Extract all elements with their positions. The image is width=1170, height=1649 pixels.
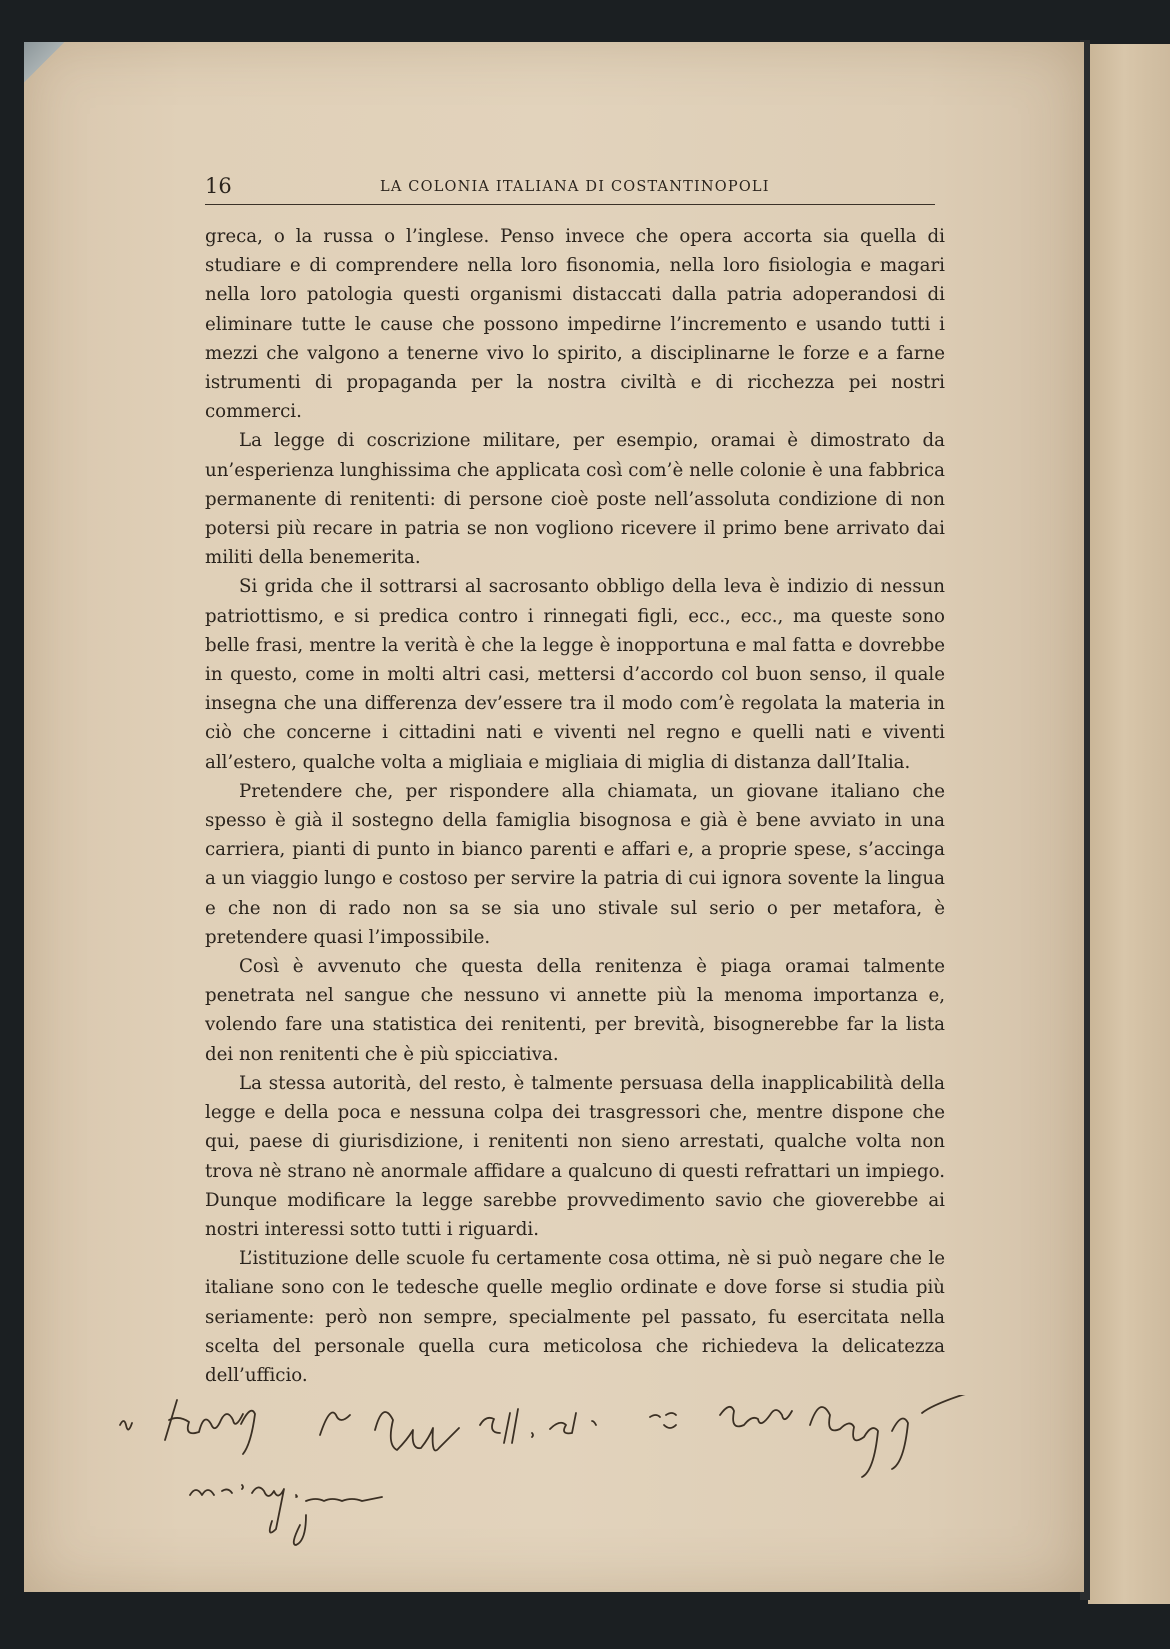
page-corner-tab <box>24 42 64 102</box>
paragraph: L’istituzione delle scuole fu certamente cosa ottima, nè si può negare che le italiane sono con le tedesche quelle meglio ordinate e dove forse si studia più seriamente: però non sempre, specialmente pel passato, fu esercitata nella scelta del personale quella cura meticolosa che richiedeva la delicatezza dell’ufficio. <box>205 1248 945 1386</box>
paragraph: Si grida che il sottrarsi al sacrosanto obbligo della leva è indizio di nessun patriottismo, e si predica contro i rinnegati figli, ecc., ecc., ma queste sono belle frasi, mentre la verità è che la legge è inopportuna e mal fatta e dovrebbe in questo, come in molti altri casi, mettersi d’accordo col buon senso, il quale insegna che una differenza dev’essere tra il modo com’è regolata la materia in ciò che concerne i cittadini nati e viventi nel regno e quelli nati e viventi all’estero, qualche volta a migliaia e migliaia di miglia di distanza dall’Italia. <box>205 576 945 773</box>
page-number: 16 <box>205 174 232 198</box>
page-header <box>205 174 935 205</box>
handwriting-scribble-icon <box>110 1395 970 1575</box>
paragraph: Pretendere che, per rispondere alla chiamata, un giovane italiano che spesso è già il sostegno della famiglia bisognosa e già è bene avviato in una carriera, pianti di punto in bianco parenti e affari e, a proprie spese, s’accinga a un viaggio lungo e costoso per servire la patria di cui ignora sovente la lingua e che non di rado non sa se sia uno stivale sul serio o per metafora, è pretendere quasi l’impossibile. <box>205 780 945 948</box>
paragraph: La stessa autorità, del resto, è talmente persuasa della inapplicabilità della legge e della poca e nessuna colpa dei trasgressori che, mentre dispone che qui, paese di giurisdizione, i renitenti non sieno arrestati, qualche volta non trova nè strano nè anormale affidare a qualcuno di questi refrattari un impiego. Dunque modificare la legge sarebbe provvedimento savio che gioverebbe ai nostri interessi sotto tutti i riguardi. <box>205 1072 945 1240</box>
running-title: LA COLONIA ITALIANA DI COSTANTINOPOLI <box>380 179 770 195</box>
paragraph: La legge di coscrizione militare, per esempio, oramai è dimostrato da un’esperienza lunghissima che applicata così com’è nelle colonie è una fabbrica permanente di renitenti: di persone cioè poste nell’assoluta condizione di non potersi più recare in patria se non vogliono ricevere il primo bene arrivato dai militi della benemerita. <box>205 430 945 569</box>
paragraph: Così è avvenuto che questa della renitenza è piaga oramai talmente penetrata nel sangue che nessuno vi annette più la menoma importanza e, volendo fare una statistica dei renitenti, per brevità, bisognerebbe far la lista dei non renitenti che è più spicciativa. <box>205 956 945 1065</box>
body-text <box>205 222 945 1390</box>
paragraph: greca, o la russa o l’inglese. Penso invece che opera accorta sia quella di studiare e di comprendere nella loro fisonomia, nella loro fisiologia e magari nella loro patologia questi organismi distaccati dalla patria adoperandosi di eliminare tutte le cause che possono impedirne l’incremento e usando tutti i mezzi che valgono a tenerne vivo lo spirito, a disciplinarne le forze e a farne istrumenti di propaganda per la nostra civiltà e di ricchezza pei nostri commerci. <box>205 226 945 423</box>
handwritten-annotation <box>110 1395 970 1575</box>
adjacent-page-edge <box>1088 44 1170 1604</box>
